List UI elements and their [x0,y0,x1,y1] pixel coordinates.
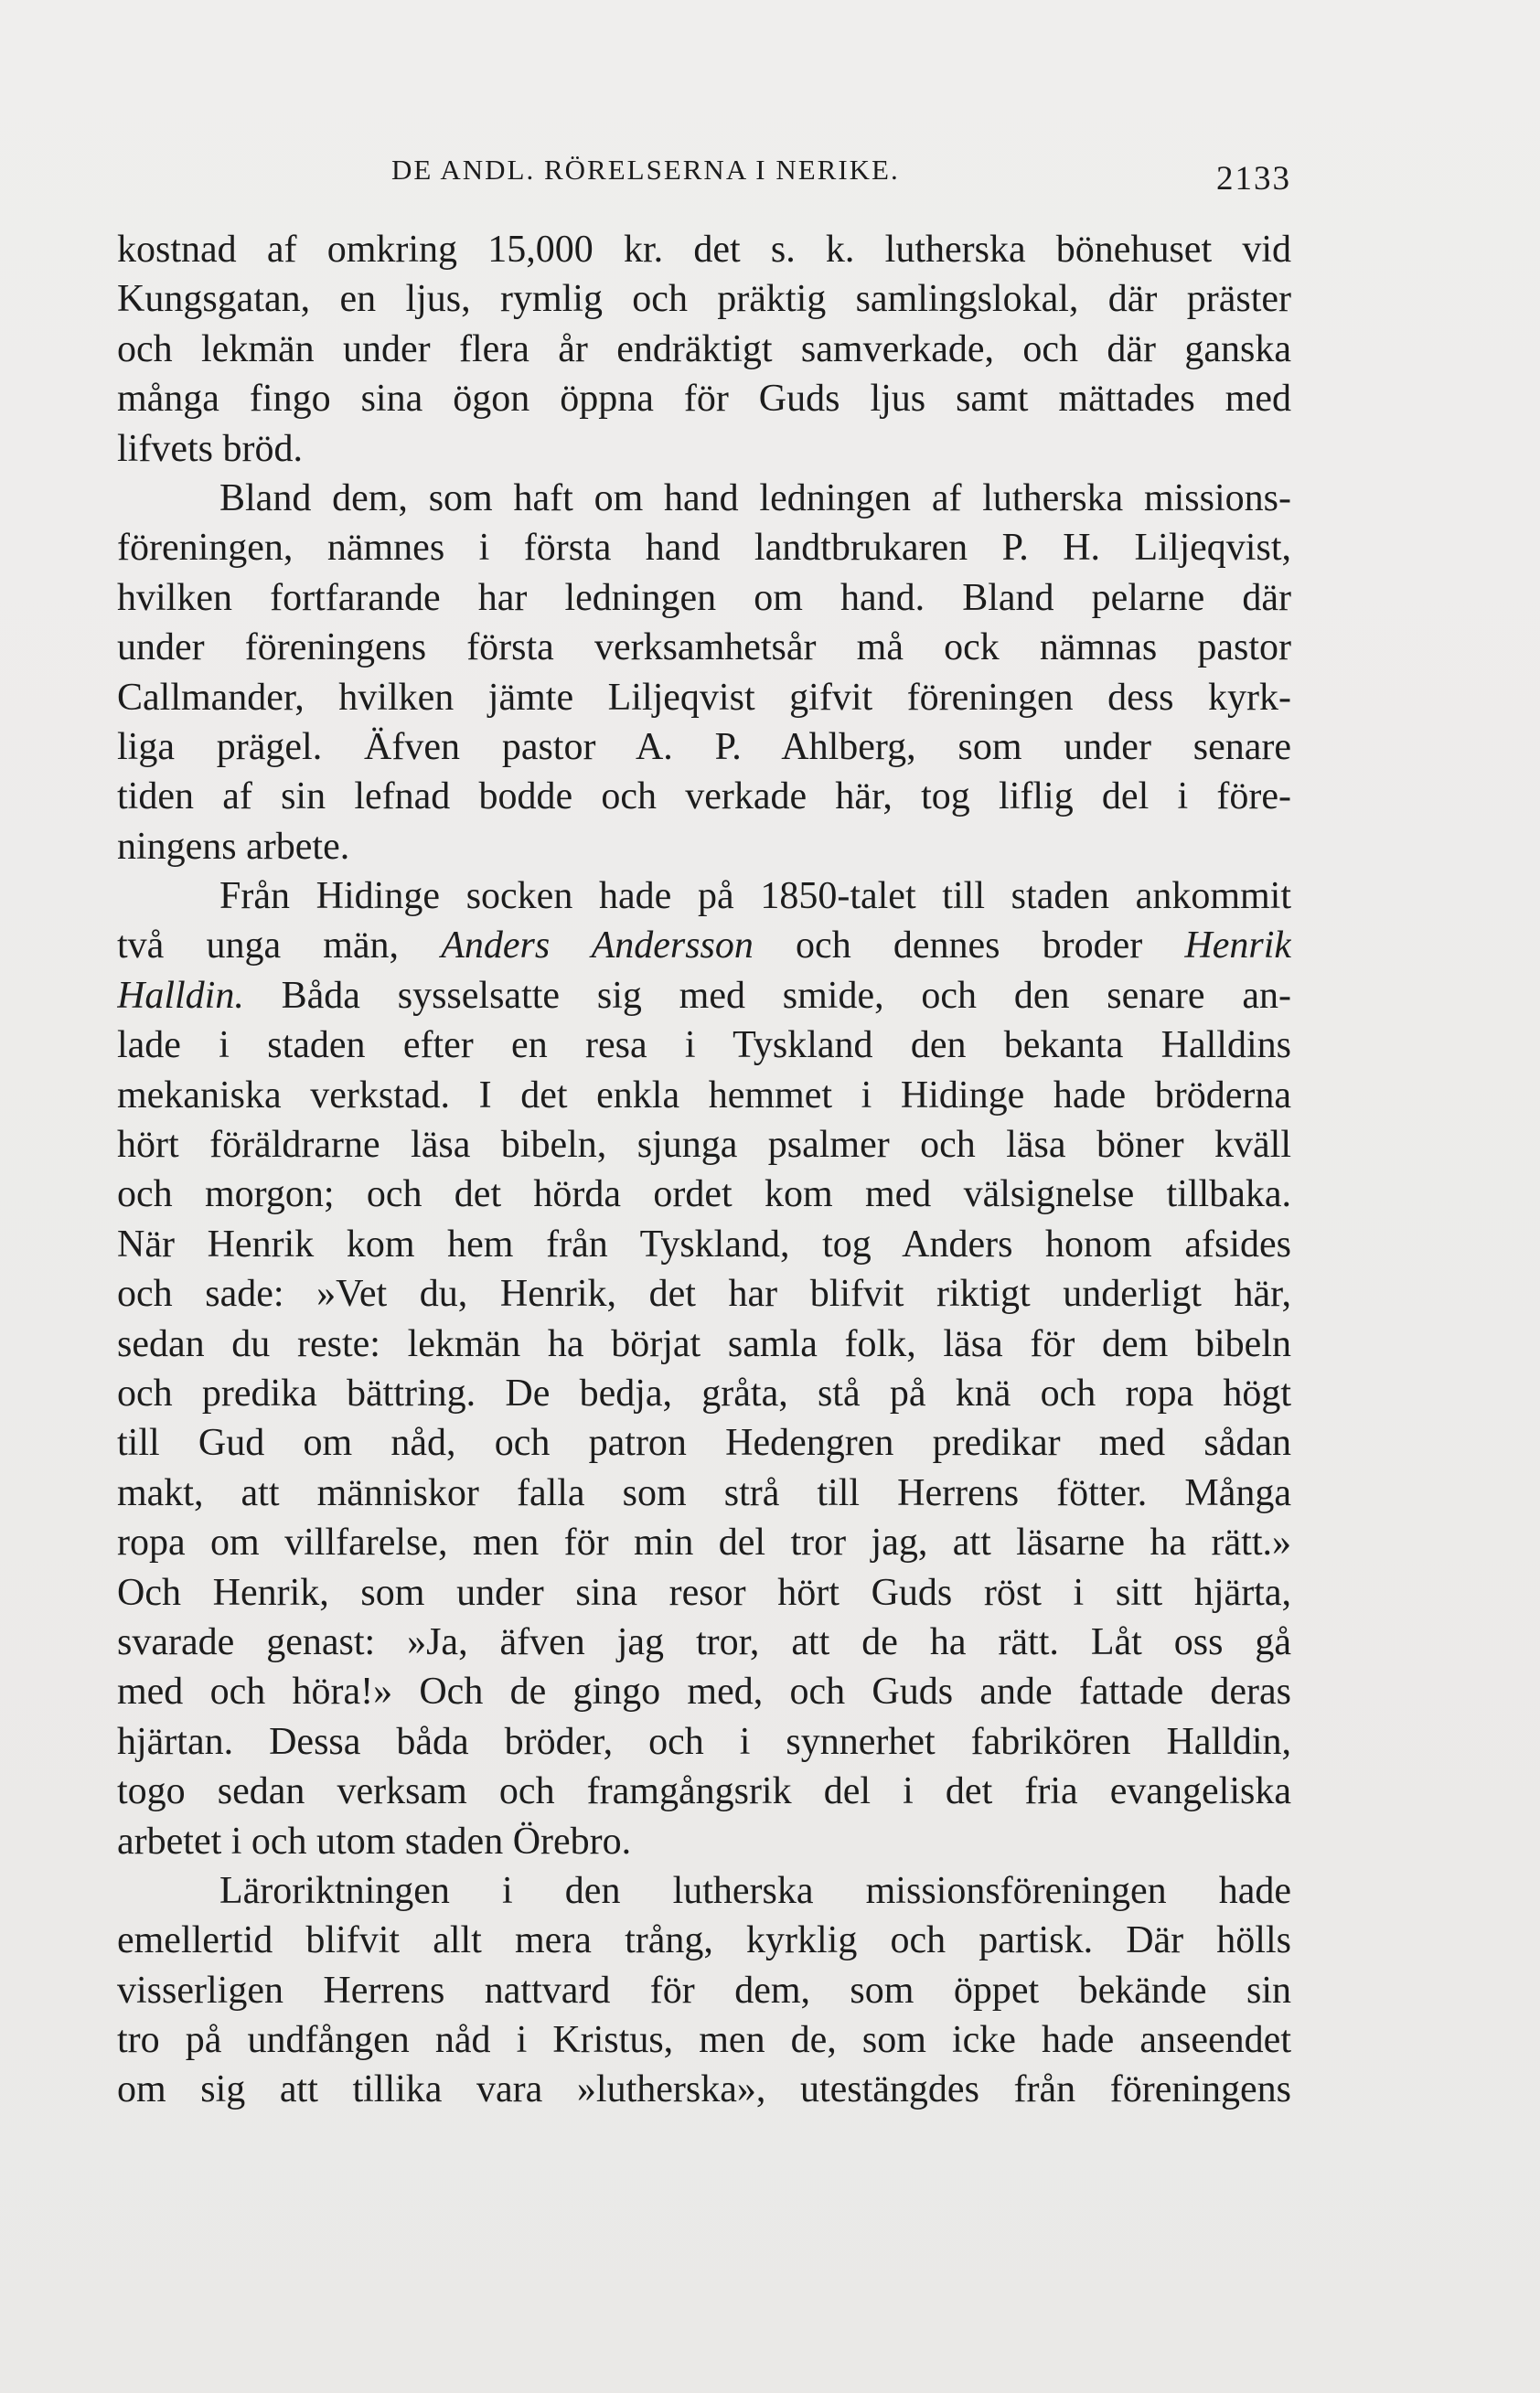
text-run: emellertid blifvit allt mera trång, kyrklig och partisk. Där hölls [117,1919,1291,1962]
text-run: makt, att människor falla som strå till Herrens fötter. Många [117,1471,1291,1514]
text-line [117,1618,1291,1667]
text-line [117,1717,1291,1767]
text-line [117,623,1291,672]
text-line [117,374,1291,423]
text-run: tro på undfången nåd i Kristus, men de, som icke hade anseendet [117,2019,1291,2062]
text-run: och morgon; och det hörda ordet kom med välsignelse tillbaka. [117,1173,1291,1216]
text-line [117,1667,1291,1716]
text-line [117,1418,1291,1468]
text-run: liga prägel. Äfven pastor A. P. Ahlberg, som under senare [117,725,1291,768]
text-run: ropa om villfarelse, men för min del tror jag, att läsarne ha rätt.» [117,1522,1291,1565]
text-line [117,1817,1291,1866]
text-run: Kungsgatan, en ljus, rymlig och präktig samlingslokal, där präster [117,278,1291,321]
text-line [117,1518,1291,1567]
text-run: svarade genast: »Ja, äfven jag tror, att de ha rätt. Låt oss gå [117,1620,1291,1663]
text-line [117,1866,1291,1916]
text-line [117,1469,1291,1518]
text-line [117,2015,1291,2065]
text-run: föreningen, nämnes i första hand landtbrukaren P. H. Liljeqvist, [117,527,1291,570]
text-run: med och höra!» Och de gingo med, och Guds ande fattade deras [117,1671,1291,1714]
text-line [117,1966,1291,2015]
text-run: ningens arbete. [117,825,350,868]
text-line [117,1170,1291,1219]
text-run: Och Henrik, som under sina resor hört Guds röst i sitt hjärta, [117,1571,1291,1614]
text-line [117,1120,1291,1170]
text-line [117,523,1291,572]
text-run: När Henrik kom hem från Tyskland, tog Anders honom afsides [117,1223,1291,1266]
running-head: DE ANDL. RÖRELSERNA I NERIKE. [391,154,900,186]
text-run: Läroriktningen i den lutherska missionsföreningen hade [219,1869,1291,1912]
text-line [117,871,1291,921]
text-line [117,1916,1291,1965]
text-run: togo sedan verksam och framgångsrik del i det fria evangeliska [117,1770,1291,1813]
italic-name: Halldin. [117,974,244,1017]
text-run: tiden af sin lefnad bodde och verkade här, tog liflig del i före- [117,775,1291,818]
text-run: sedan du reste: lekmän ha börjat samla folk, läsa för dem bibeln [117,1322,1291,1365]
text-line [117,1071,1291,1120]
page-number: 2133 [1216,160,1291,198]
italic-name: Henrik [1184,924,1291,967]
text-run: och lekmän under flera år endräktigt samverkade, och där ganska [117,327,1291,370]
page-header [117,154,1291,199]
text-run: och predika bättring. De bedja, gråta, stå på knä och ropa högt [117,1372,1291,1415]
text-run: kostnad af omkring 15,000 kr. det s. k. lutherska bönehuset vid [117,229,1291,271]
text-line [117,722,1291,772]
text-line [117,424,1291,474]
text-run: Bland dem, som haft om hand ledningen af lutherska missions- [219,476,1291,519]
body-text [117,225,1291,2115]
text-line [117,1020,1291,1070]
text-run: hvilken fortfarande har ledningen om hand. Bland pelarne där [117,576,1291,619]
text-run: lade i staden efter en resa i Tyskland den bekanta Halldins [117,1024,1291,1067]
text-line [117,274,1291,324]
text-run: och dennes broder [753,924,1185,967]
text-line [117,1220,1291,1269]
text-line [117,2065,1291,2114]
text-line [117,822,1291,871]
text-line [117,474,1291,523]
text-run: om sig att tillika vara »lutherska», utestängdes från föreningens [117,2068,1291,2111]
text-run: mekaniska verkstad. I det enkla hemmet i Hidinge hade bröderna [117,1074,1291,1116]
text-line [117,1269,1291,1319]
text-run: hjärtan. Dessa båda bröder, och i synnerhet fabrikören Halldin, [117,1720,1291,1763]
text-line [117,772,1291,821]
text-run: Callmander, hvilken jämte Liljeqvist gifvit föreningen dess kyrk- [117,676,1291,719]
text-line [117,573,1291,623]
text-run: många fingo sina ögon öppna för Guds ljus samt mättades med [117,378,1291,421]
text-run: till Gud om nåd, och patron Hedengren predikar med sådan [117,1422,1291,1465]
text-line [117,921,1291,970]
text-run: Från Hidinge socken hade på 1850-talet till staden ankommit [219,875,1291,918]
text-run: arbetet i och utom staden Örebro. [117,1820,632,1863]
text-line [117,1319,1291,1369]
text-line [117,1568,1291,1618]
text-run: under föreningens första verksamhetsår må ock nämnas pastor [117,626,1291,669]
text-run: och sade: »Vet du, Henrik, det har blifvit riktigt underligt här, [117,1273,1291,1316]
text-line [117,325,1291,374]
text-line [117,1369,1291,1418]
text-run: hört föräldrarne läsa bibeln, sjunga psalmer och läsa böner kväll [117,1124,1291,1167]
text-run: visserligen Herrens nattvard för dem, som öppet bekände sin [117,1969,1291,2012]
text-line [117,673,1291,722]
text-line [117,971,1291,1020]
text-line [117,1767,1291,1816]
text-run: lifvets bröd. [117,427,303,470]
italic-name: Anders Andersson [441,924,754,967]
text-line [117,225,1291,274]
text-run: Båda sysselsatte sig med smide, och den senare an- [243,974,1291,1017]
text-run: två unga män, [117,924,442,967]
